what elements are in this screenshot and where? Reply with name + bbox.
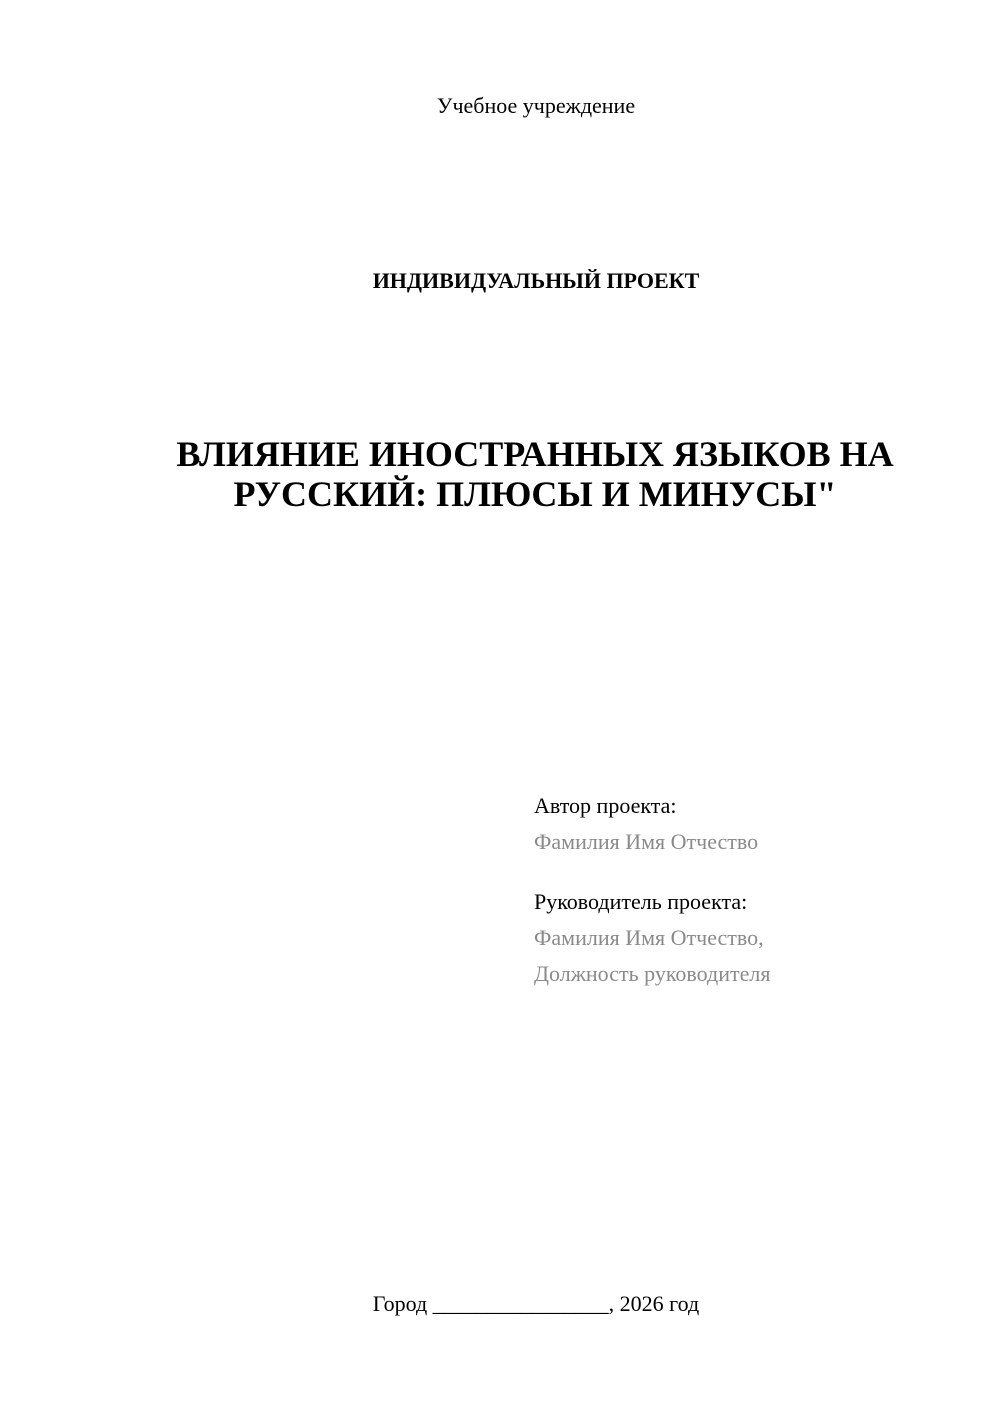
institution-name: Учебное учреждение: [436, 93, 636, 118]
supervisor-name: Фамилия Имя Отчество,: [534, 925, 764, 950]
supervisor-label: Руководитель проекта:: [534, 889, 748, 914]
project-title-line-1: ВЛИЯНИЕ ИНОСТРАННЫХ ЯЗЫКОВ НА: [176, 434, 894, 474]
supervisor-position: Должность руководителя: [534, 961, 771, 986]
city-year-line: Город ________________, 2026 год: [372, 1291, 700, 1316]
document-type: ИНДИВИДУАЛЬНЫЙ ПРОЕКТ: [372, 268, 700, 293]
credits-spacer: [534, 860, 974, 884]
author-label: Автор проекта:: [534, 793, 677, 818]
author-name: Фамилия Имя Отчество: [534, 829, 759, 854]
credits-block: [534, 788, 974, 992]
project-title-line-2: РУССКИЙ: ПЛЮСЫ И МИНУСЫ": [233, 474, 837, 514]
project-title: [130, 434, 940, 514]
